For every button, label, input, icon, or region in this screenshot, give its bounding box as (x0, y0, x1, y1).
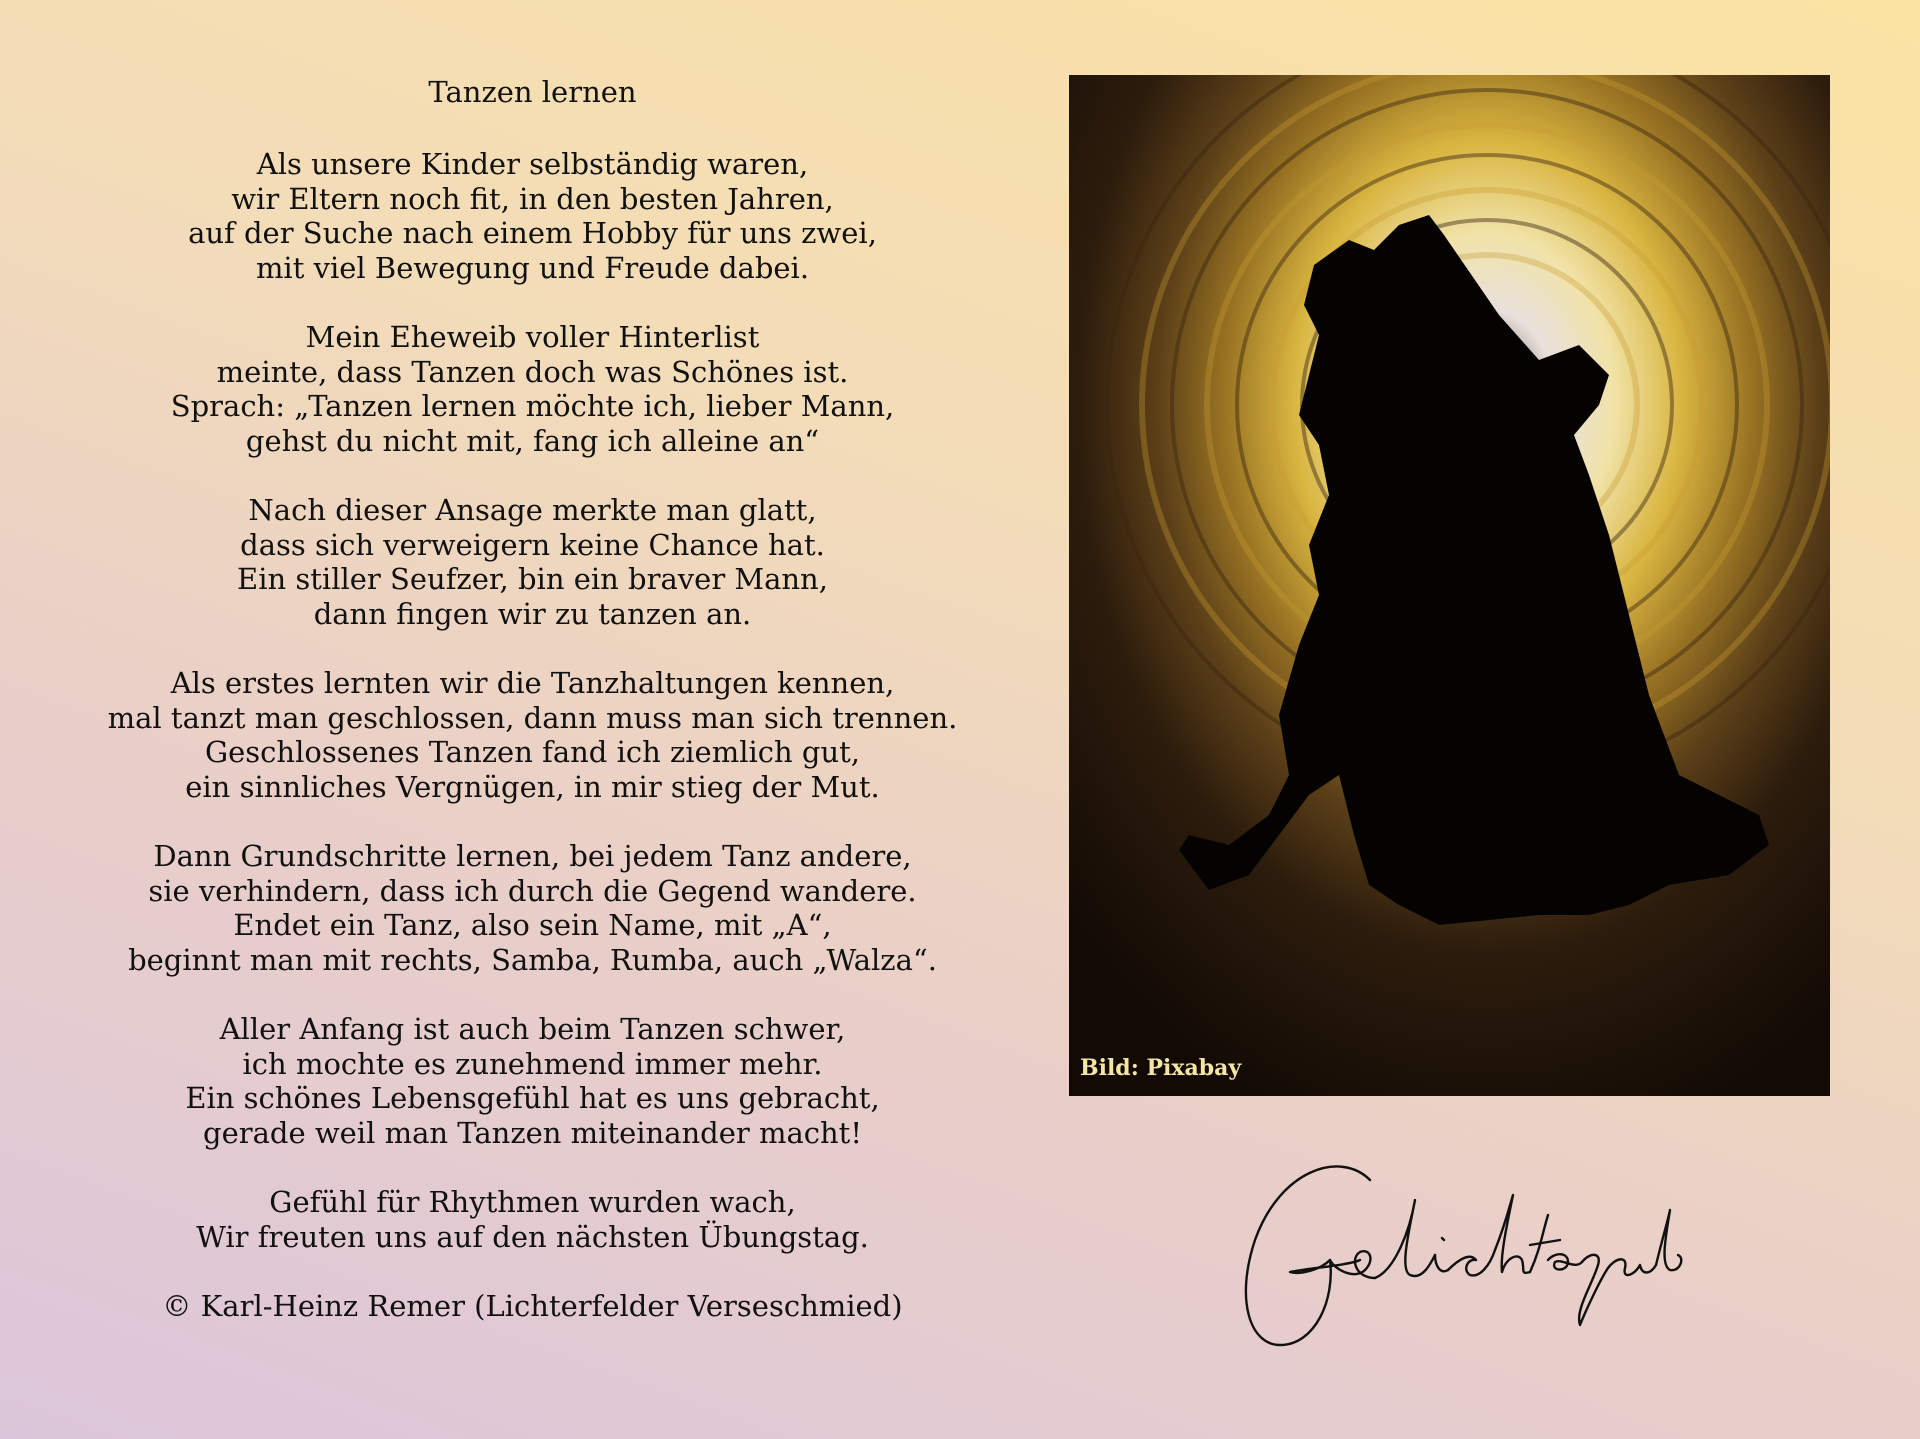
stanza (50, 839, 1015, 977)
poem-line: Gefühl für Rhythmen wurden wach, (269, 1185, 796, 1219)
dancers-illustration (1069, 75, 1830, 1096)
poem-line: Geschlossenes Tanzen fand ich ziemlich gut, (204, 735, 861, 769)
stanza (50, 666, 1015, 804)
poem-line: dann fingen wir zu tanzen an. (313, 596, 752, 631)
poem-line: gerade weil man Tanzen miteinander macht! (203, 1115, 862, 1150)
stanza (50, 1012, 1015, 1150)
poem-line: wir Eltern noch fit, in den besten Jahren, (231, 181, 834, 216)
copyright-line: © Karl-Heinz Remer (Lichterfelder Verseschmied) (162, 1289, 903, 1323)
poem-line: Als erstes lernten wir die Tanzhaltungen kennen, (170, 666, 895, 700)
poem-line: Ein stiller Seufzer, bin ein braver Mann, (237, 562, 828, 596)
poem-line: sie verhindern, dass ich durch die Gegend wandere. (148, 873, 917, 908)
poem-line: Nach dieser Ansage merkte man glatt, (248, 493, 817, 527)
poem-line: Wir freuten uns auf den nächsten Übungstag. (196, 1219, 869, 1254)
stanza (50, 493, 1015, 631)
poem-line: ich mochte es zunehmend immer mehr. (242, 1046, 823, 1081)
poem-line: Als unsere Kinder selbständig waren, (256, 147, 809, 181)
poem-line: ein sinnliches Vergnügen, in mir stieg der Mut. (185, 769, 880, 804)
poem (50, 72, 1015, 1324)
dancers-picture (1069, 75, 1830, 1096)
poem-line: Dann Grundschritte lernen, bei jedem Tanz andere, (153, 839, 912, 873)
stanza (50, 320, 1015, 458)
signature-graphic (1230, 1140, 1690, 1370)
stanza (50, 1185, 1015, 1254)
poem-title: Tanzen lernen (428, 75, 637, 109)
poem-line: gehst du nicht mit, fang ich alleine an“ (245, 423, 820, 458)
poem-line: meinte, dass Tanzen doch was Schönes ist. (216, 354, 849, 389)
poem-line: Mein Eheweib voller Hinterlist (305, 320, 760, 354)
poem-line: beginnt man mit rechts, Samba, Rumba, auch „Walza“. (128, 942, 937, 977)
poem-line: Endet ein Tanz, also sein Name, mit „A“, (233, 908, 832, 942)
poem-line: mit viel Bewegung und Freude dabei. (255, 250, 810, 285)
stanza (50, 147, 1015, 285)
poem-line: Aller Anfang ist auch beim Tanzen schwer, (219, 1012, 846, 1046)
poem-line: Sprach: „Tanzen lernen möchte ich, lieber Mann, (170, 389, 895, 423)
poem-line: dass sich verweigern keine Chance hat. (240, 527, 825, 562)
poem-line: mal tanzt man geschlossen, dann muss man sich trennen. (107, 700, 958, 735)
gedichtezauber-signature-logo (1230, 1140, 1690, 1370)
poem-line: Ein schönes Lebensgefühl hat es uns gebracht, (185, 1081, 880, 1115)
image-credit: Bild: Pixabay (1080, 1055, 1242, 1081)
poem-line: auf der Suche nach einem Hobby für uns zwei, (188, 216, 877, 250)
